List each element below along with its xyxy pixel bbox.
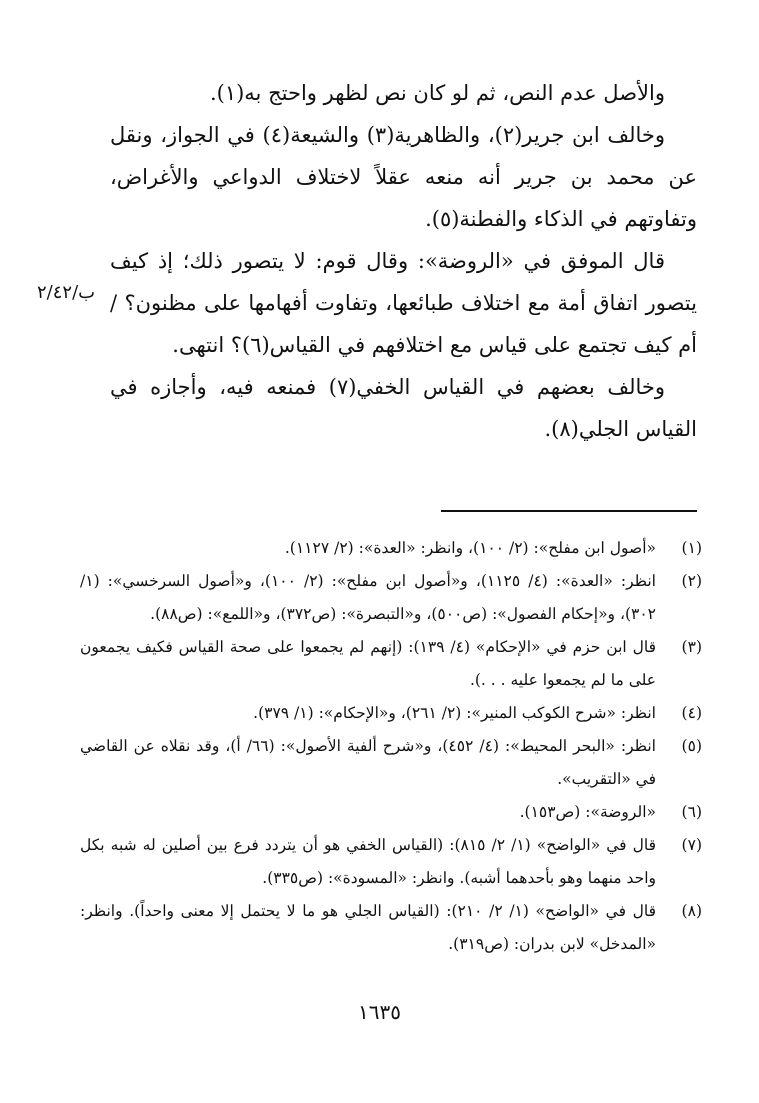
- footnote: [80, 697, 702, 730]
- page-number: ١٦٣٥: [358, 1000, 401, 1024]
- footnote-separator: [441, 510, 697, 512]
- paragraph-2: وخالف ابن جرير(٢)، والظاهرية(٣) والشيعة(٤) في الجواز، ونقل عن محمد بن جرير أنه منعه عقلاً لاختلاف الدواعي والأغراض، وتفاوتهم في الذكاء والفطنة(٥).: [110, 123, 697, 231]
- paragraph-3: قال الموفق في «الروضة»: وقال قوم: لا يتصور ذلك؛ إذ كيف يتصور اتفاق أمة مع اختلاف طبائعها، وتفاوت أفهامها على مظنون؟ / أم كيف تجتمع على قياس مع اختلافهم في القياس(٦)؟ انتهى.: [110, 249, 697, 357]
- footnote-number: (٢): [681, 572, 702, 590]
- footnote-text: انظر: «البحر المحيط»: (٤/ ٤٥٢)، و«شرح ألفية الأصول»: (٦٦/ أ)، وقد نقلاه عن القاضي في «التقريب».: [80, 737, 656, 788]
- paragraph-1: والأصل عدم النص، ثم لو كان نص لظهر واحتج به(١).: [209, 81, 665, 105]
- manuscript-folio-marker: ب/٢/٤٢: [37, 282, 96, 303]
- footnote: [80, 565, 702, 631]
- footnote-number: (٨): [681, 902, 702, 920]
- footnote-text: «أصول ابن مفلح»: (٢/ ١٠٠)، وانظر: «العدة»: (٢/ ١١٢٧).: [284, 539, 656, 557]
- footnote: [80, 532, 702, 565]
- footnote-number: (٣): [681, 638, 702, 656]
- footnote-text: انظر: «شرح الكوكب المنير»: (٢/ ٢٦١)، و«الإحكام»: (١/ ٣٧٩).: [253, 704, 656, 722]
- footnote: [80, 631, 702, 697]
- paragraph-4: وخالف بعضهم في القياس الخفي(٧) فمنعه فيه، وأجازه في القياس الجلي(٨).: [110, 375, 697, 441]
- footnote: [80, 796, 702, 829]
- footnote: [80, 829, 702, 895]
- footnote-text: «الروضة»: (ص١٥٣).: [519, 803, 656, 821]
- footnote-number: (٦): [681, 803, 702, 821]
- footnote-number: (٤): [681, 704, 702, 722]
- footnotes: [80, 532, 702, 961]
- footnote-number: (١): [681, 539, 702, 557]
- footnote-text: انظر: «العدة»: (٤/ ١١٢٥)، و«أصول ابن مفلح»: (٢/ ١٠٠)، و«أصول السرخسي»: (١/ ٣٠٢)، و«إحكام الفصول»: (ص٥٠٠)، و«التبصرة»: (ص٣٧٢)، و«اللمع»: (ص٨٨).: [80, 572, 656, 623]
- footnote-text: قال ابن حزم في «الإحكام» (٤/ ١٣٩): (إنهم لم يجمعوا على صحة القياس فكيف يجمعون على ما لم يجمعوا عليه . . .).: [80, 638, 656, 689]
- footnote-text: قال في «الواضح» (١/ ٢/ ٢١٠): (القياس الجلي هو ما لا يحتمل إلا معنى واحداً). وانظر: «المدخل» لابن بدران: (ص٣١٩).: [80, 902, 657, 953]
- footnote-text: قال في «الواضح» (١/ ٢/ ٨١٥): (القياس الخفي هو أن يتردد فرع بين أصلين له شبه بكل واحد منهما وهو بأحدهما أشبه). وانظر: «المسودة»: (ص٣٣٥).: [80, 836, 656, 887]
- footnote: [80, 895, 702, 961]
- main-text: [110, 72, 697, 450]
- footnote: [80, 730, 702, 796]
- footnote-number: (٥): [681, 737, 702, 755]
- footnote-number: (٧): [681, 836, 702, 854]
